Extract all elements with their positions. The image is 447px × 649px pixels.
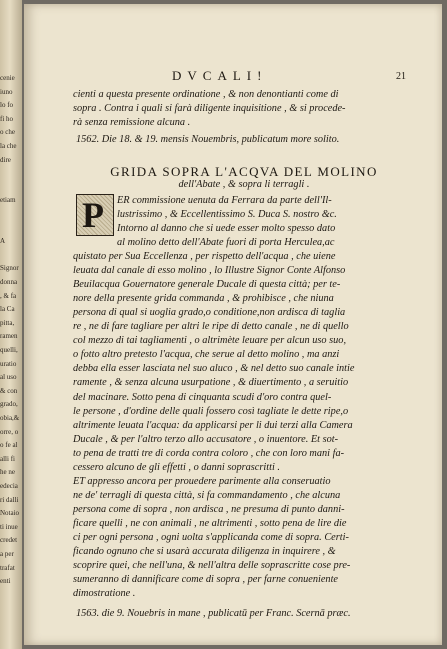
adjacent-page-text-fragment: donna [0,278,18,286]
adjacent-page-text-fragment: enti [0,577,11,586]
adjacent-page-text-fragment: quelli, [0,346,18,354]
text-line: debba ella esser lasciata nel suo aluco , & nel detto suo canale intie [73,363,355,375]
adjacent-page-text-fragment: cenie [0,74,15,82]
adjacent-page-text-fragment: o fe al [0,441,18,450]
adjacent-page-text-fragment: edecia [0,482,18,490]
adjacent-page-text-fragment: la che [0,142,17,150]
adjacent-page-text-fragment: la Ca [0,305,15,314]
text-line: ne de' terragli di questa città, si fa commandamento , che alcuna [73,489,341,501]
page-number: 21 [396,71,406,82]
adjacent-page-text-fragment: ramen [0,332,18,341]
text-line: ficare quelli , ne con animali , ne altrimenti , sotto pena de lire die [73,517,347,529]
adjacent-page-text-fragment: orre, o [0,427,19,436]
text-line: lustrissimo , & Eccellentissimo S. Duca S. nostro &c. [117,209,337,220]
adjacent-page-edge [0,0,22,649]
book-page [24,4,442,645]
text-line: re , ne di fare tagliare per altri le ripe di detto canale , ne di quello [73,321,349,333]
text-line: cessero alcuno de gli effetti , o danni soprascritti . [73,461,280,473]
adjacent-page-text-fragment: A [0,237,6,246]
adjacent-page-text-fragment: he ne [0,468,15,477]
proclamation-subtitle: dell'Abate , & sopra li terragli . [178,179,310,190]
text-line: ci per ogni persona , ogni uolta s'applicanda come di sopra. Certi- [73,532,349,543]
text-line: persona come di sopra , non ardisca , ne presuma di punto danni- [73,503,345,515]
adjacent-page-text-fragment: trafat [0,563,15,572]
publication-date-line: 1562. Die 18. & 19. mensis Nouembris, publicatum more solito. [76,134,340,145]
text-line: le persone , d'ordine delle quali fossero così tagliate le dette ripe,o [73,405,349,417]
text-line: o fotto altro pretesto l'acqua, che serue al detto molino , ma anzi [73,349,340,361]
adjacent-page-text-fragment: pitta, [0,318,15,327]
adjacent-page-text-fragment: credet [0,536,18,545]
text-line: col mezzo di tai tagliamenti , o altrimète leuare per alcun uso suo, [73,335,347,347]
adjacent-page-text-fragment: a per [0,550,14,558]
text-line: persona di qual si uoglia grado,o conditione,non ardisca di taglia [73,307,346,319]
text-line: dimostratione . [73,588,136,600]
running-head: DVCALI! [172,68,268,83]
publication-date-line: 1563. die 9. Nouebris in mane , publicatū per Franc. Scernā præc. [76,608,351,619]
adjacent-page-text-fragment: Signor [0,264,19,273]
text-line: sumeranno di dannificare come di sopra , per farne conueniente [73,574,339,586]
adjacent-page-text-fragment: grado, [0,400,18,409]
text-line: Intorno al danno che si uede esser molto spesso dato [117,223,336,234]
adjacent-page-text-fragment: , & fa [0,291,17,300]
adjacent-page-text-fragment: al uso [0,373,17,382]
text-line: Ducale , & per l'altro terzo allo accusatore , o inuentore. Et sot- [73,433,339,445]
adjacent-page-text-fragment: dire [0,155,11,164]
text-line: rà senza remissione alcuna . [73,117,191,128]
adjacent-page-text-fragment: ri dalli [0,495,19,504]
adjacent-page-text-fragment: lo fo [0,101,14,110]
adjacent-page-text-fragment: o che [0,128,15,137]
text-line: leuata dal canale di esso molino , lo Illustre Signor Conte Alfonso [73,265,346,277]
decorated-initial [76,194,114,236]
text-line: to pena de tratti tre di corda contra coloro , che con loro mani fa- [73,447,345,459]
initial-letter: P [82,195,104,235]
text-line: scoprire quei, che nell'una, & nell'altra delle soprascritte cose pre- [73,560,351,572]
text-line: ramente , & senza alcuna usurpatione , & diuertimento , a seruitio [73,377,349,389]
text-line: ER commissione uenuta da Ferrara da parte dell'Il- [117,195,332,206]
adjacent-page-text-fragment: obia,& [0,414,20,422]
text-line: ET appresso ancora per prouedere parimente alla conseruatio [73,475,331,487]
adjacent-page-text-fragment: alli fi [0,454,15,463]
adjacent-page-text-fragment: & con [0,386,18,395]
text-line: sopra . Contra i quali si farà diligente inquisitione , & si procede- [73,103,346,114]
adjacent-page-text-fragment: etiam [0,196,16,205]
proclamation-title: GRIDA SOPRA L'ACQVA DEL MOLINO [110,164,378,179]
text-line: Beuilacqua Gouernatore generale Ducale di questa città; per te- [73,279,341,291]
adjacent-page-text-fragment: fi ho [0,114,14,123]
text-line: al molino detto dell'Abate fuori di porta Herculea,ac [117,237,335,248]
text-line: cienti a questa presente ordinatione , & non denontianti come di [73,89,339,100]
text-line: ficando ognuno che si usarà accurata diligenza in inquirere , & [73,546,336,558]
text-line: del macinare. Sotto pena di cinquanta scudi d'oro contra quel- [73,391,332,403]
adjacent-page-text-fragment: uratio [0,359,17,368]
text-line: nore della presente grida commanda , & prohibisce , che niuna [73,293,334,305]
text-line: quistato per Sua Eccellenza , per rispetto dell'acqua , che uiene [73,251,336,262]
adjacent-page-text-fragment: iuno [0,87,13,96]
text-line: altrimente leuata l'acqua: da applicarsi per li dui terzi alla Camera [73,419,353,431]
adjacent-page-text-fragment: Notaio [0,509,20,518]
adjacent-page-text-fragment: ti inue [0,522,18,531]
